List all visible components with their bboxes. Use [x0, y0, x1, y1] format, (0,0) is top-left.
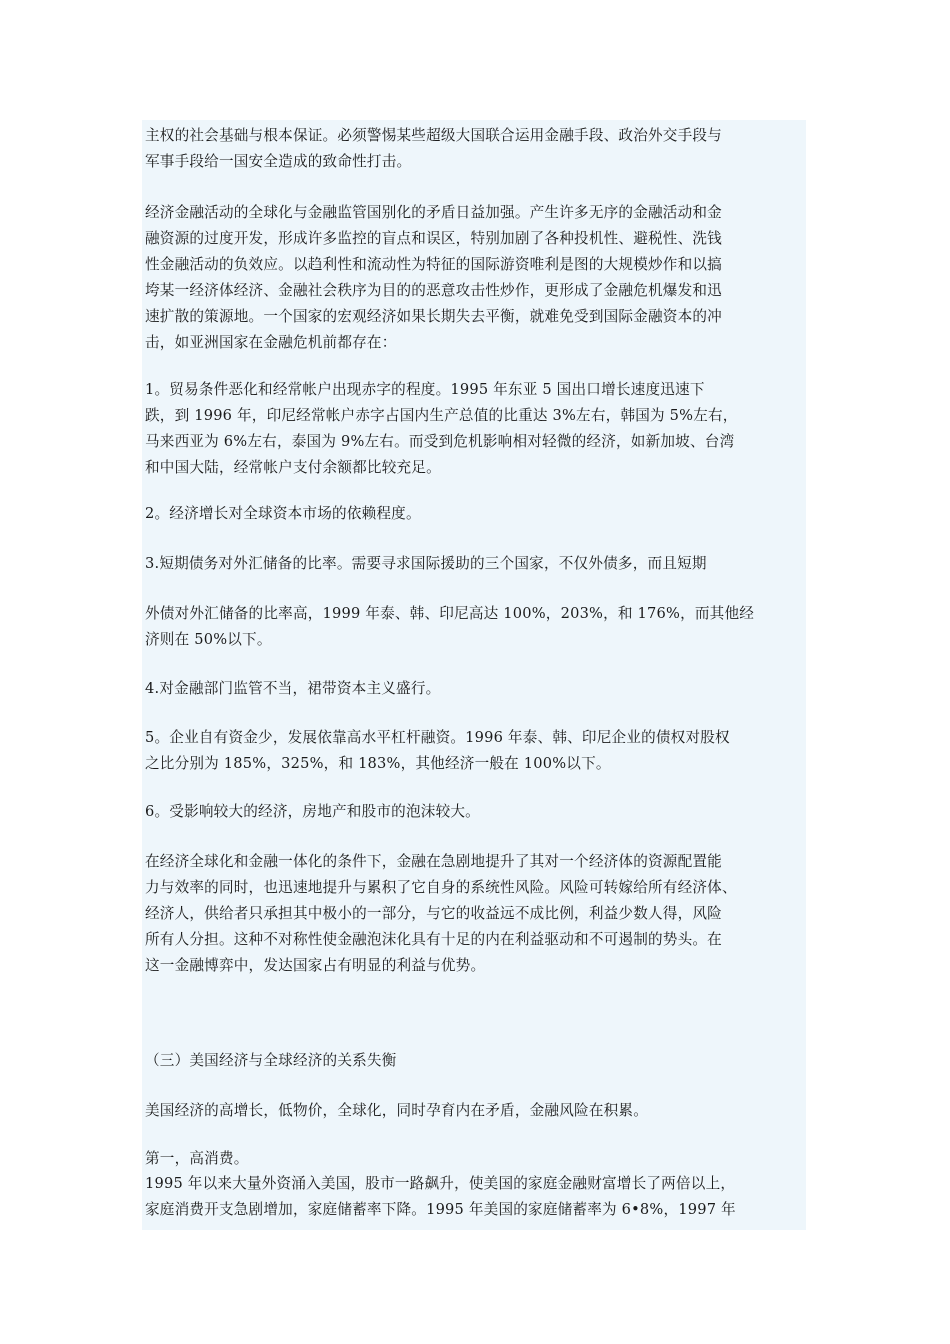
paragraph-line: 主权的社会基础与根本保证。必须警惕某些超级大国联合运用金融手段、政治外交手段与	[145, 127, 722, 144]
list-item-line: 6。受影响较大的经济，房地产和股市的泡沫较大。	[145, 803, 480, 820]
list-item-line: 和中国大陆，经常帐户支付余额都比较充足。	[145, 459, 441, 476]
list-item-line: 4.对金融部门监管不当，裙带资本主义盛行。	[145, 680, 441, 697]
subheading: 第一，高消费。	[145, 1150, 249, 1167]
list-item-line: 之比分别为 185%，325%，和 183%，其他经济一般在 100%以下。	[145, 755, 611, 772]
list-item-line: 马来西亚为 6%左右，泰国为 9%左右。而受到危机影响相对轻微的经济，如新加坡、台湾	[145, 433, 735, 450]
paragraph-line: 所有人分担。这种不对称性使金融泡沫化具有十足的内在利益驱动和不可遏制的势头。在	[145, 931, 722, 948]
list-item-line: 外债对外汇储备的比率高，1999 年泰、韩、印尼高达 100%，203%，和 176%，而其他经	[145, 605, 755, 622]
list-item-line: 3.短期债务对外汇储备的比率。需要寻求国际援助的三个国家，不仅外债多，而且短期	[145, 555, 707, 572]
paragraph-line: 经济金融活动的全球化与金融监管国别化的矛盾日益加强。产生许多无序的金融活动和金	[145, 204, 722, 221]
paragraph-line: 美国经济的高增长，低物价，全球化，同时孕育内在矛盾，金融风险在积累。	[145, 1102, 648, 1119]
paragraph-line: 垮某一经济体经济、金融社会秩序为目的的恶意攻击性炒作，更形成了金融危机爆发和迅	[145, 282, 722, 299]
paragraph-line: 经济人，供给者只承担其中极小的一部分，与它的收益远不成比例，利益少数人得，风险	[145, 905, 722, 922]
paragraph-line: 融资源的过度开发，形成许多监控的盲点和误区，特别加剧了各种投机性、避税性、洗钱	[145, 230, 722, 247]
paragraph-line: 力与效率的同时，也迅速地提升与累积了它自身的系统性风险。风险可转嫁给所有经济体、	[145, 879, 737, 896]
paragraph-line: 这一金融博弈中，发达国家占有明显的利益与优势。	[145, 957, 486, 974]
paragraph-line: 军事手段给一国安全造成的致命性打击。	[145, 153, 412, 170]
list-item-line: 跌，到 1996 年，印尼经常帐户赤字占国内生产总值的比重达 3%左右，韩国为 5%左右，	[145, 407, 738, 424]
list-item-line: 1。贸易条件恶化和经常帐户出现赤字的程度。1995 年东亚 5 国出口增长速度迅速下	[145, 381, 705, 398]
paragraph-line: 在经济全球化和金融一体化的条件下，金融在急剧地提升了其对一个经济体的资源配置能	[145, 853, 722, 870]
paragraph-line: 1995 年以来大量外资涌入美国，股市一路飙升，使美国的家庭金融财富增长了两倍以上，	[145, 1175, 736, 1192]
paragraph-line: 性金融活动的负效应。以趋利性和流动性为特征的国际游资唯利是图的大规模炒作和以搞	[145, 256, 722, 273]
paragraph-line: 击，如亚洲国家在金融危机前都存在：	[145, 334, 397, 351]
paragraph-line: 家庭消费开支急剧增加，家庭储蓄率下降。1995 年美国的家庭储蓄率为 6•8%，1997 年	[145, 1201, 736, 1218]
section-heading: （三）美国经济与全球经济的关系失衡	[145, 1052, 397, 1069]
list-item-line: 济则在 50%以下。	[145, 631, 272, 648]
list-item-line: 2。经济增长对全球资本市场的依赖程度。	[145, 505, 421, 522]
list-item-line: 5。企业自有资金少，发展依靠高水平杠杆融资。1996 年泰、韩、印尼企业的债权对股权	[145, 729, 730, 746]
paragraph-line: 速扩散的策源地。一个国家的宏观经济如果长期失去平衡，就难免受到国际金融资本的冲	[145, 308, 722, 325]
